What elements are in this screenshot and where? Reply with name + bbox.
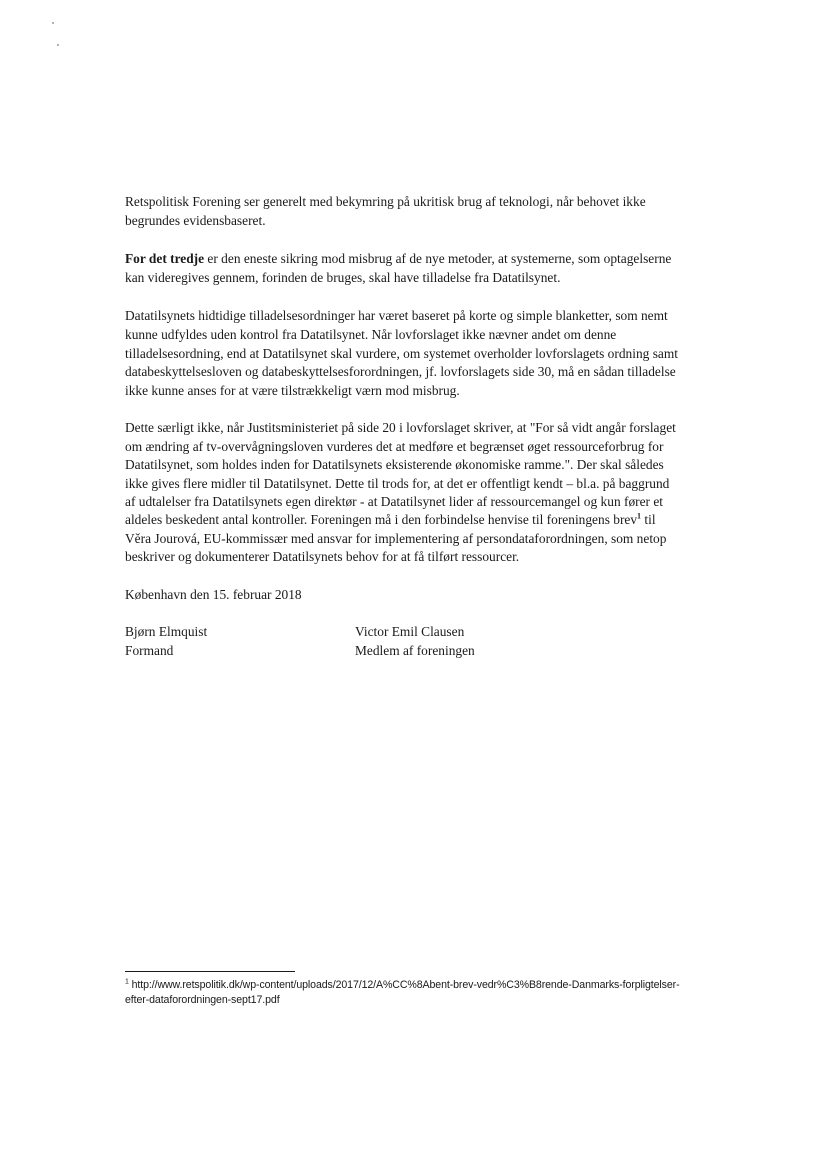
signatory-title: Medlem af foreningen (355, 643, 475, 659)
signature-left (125, 622, 355, 660)
paragraph-third-point (125, 250, 680, 287)
scan-speck (52, 22, 54, 24)
signature-block (125, 622, 680, 660)
scan-speck (57, 44, 59, 46)
paragraph-technology-concern: Retspolitisk Forening ser generelt med bekymring på ukritisk brug af teknologi, når behovet ikke begrundes evidensbaseret. (125, 194, 646, 228)
signatory-name: Bjørn Elmquist (125, 624, 208, 640)
paragraph-text: er den eneste sikring mod misbrug af de nye metoder, at systemerne, som optagelserne kan videregives gennem, forinden de bruges, skal have tilladelse fra Datatilsynet. (125, 251, 672, 285)
paragraph-resources (125, 419, 680, 566)
signatory-title: Formand (125, 643, 174, 659)
footnote-separator (125, 971, 295, 972)
signature-right (355, 622, 475, 660)
paragraph-text: Dette særligt ikke, når Justitsministeriet på side 20 i lovforslaget skriver, at "For så vidt angår forslaget om ændring af tv-overvågningsloven vurderes det at medføre et begrænset øget ressourceforbrug for Datatilsynet, som holdes inden for Datatilsynets eksisterende økonomiske ramme.". Der skal således ikke gives flere midler til Datatilsynet. Dette til trods for, at det er offentligt kendt – bl.a. på baggrund af udtalelser fra Datatilsynets egen direktør - at Datatilsynet lider af ressourcemangel og kun fører et aldeles beskedent antal kontroller. Foreningen må i den forbindelse henvise til foreningens brev (125, 420, 676, 528)
footnote-reference: 1 (637, 511, 642, 521)
signatory-name: Victor Emil Clausen (355, 624, 465, 640)
letter-body (125, 193, 680, 660)
paragraph-text: til Věra Jourová, EU-kommissær med ansvar for implementering af persondataforordningen, som netop beskriver og dokumenterer Datatilsynets behov for at få tilført ressourcer. (125, 512, 667, 565)
place-and-date: København den 15. februar 2018 (125, 586, 302, 602)
paragraph-permit-schemes: Datatilsynets hidtidige tilladelsesordninger har været baseret på korte og simple blanketter, som nemt kunne udfyldes uden kontrol fra Datatilsynet. Når lovforslaget ikke nævner andet om denne tilladelsesordning, end at Datatilsynet skal vurdere, om systemet overholder lovforslagets ordning samt databeskyttelsesloven og databeskyttelsesforordningen, jf. lovforslagets side 30, må en sådan tilladelse ikke kunne anses for at være tilstrækkeligt værn mod misbrug. (125, 308, 678, 398)
footnote (125, 978, 685, 1008)
footnote-link[interactable]: http://www.retspolitik.dk/wp-content/uploads/2017/12/A%CC%8Abent-brev-vedr%C3%B8rende-Danmarks-forpligtelser-efter-dataforordningen-sept17.pdf (125, 979, 680, 1006)
paragraph-lead: For det tredje (125, 251, 205, 267)
footnote-marker: 1 (125, 978, 129, 986)
